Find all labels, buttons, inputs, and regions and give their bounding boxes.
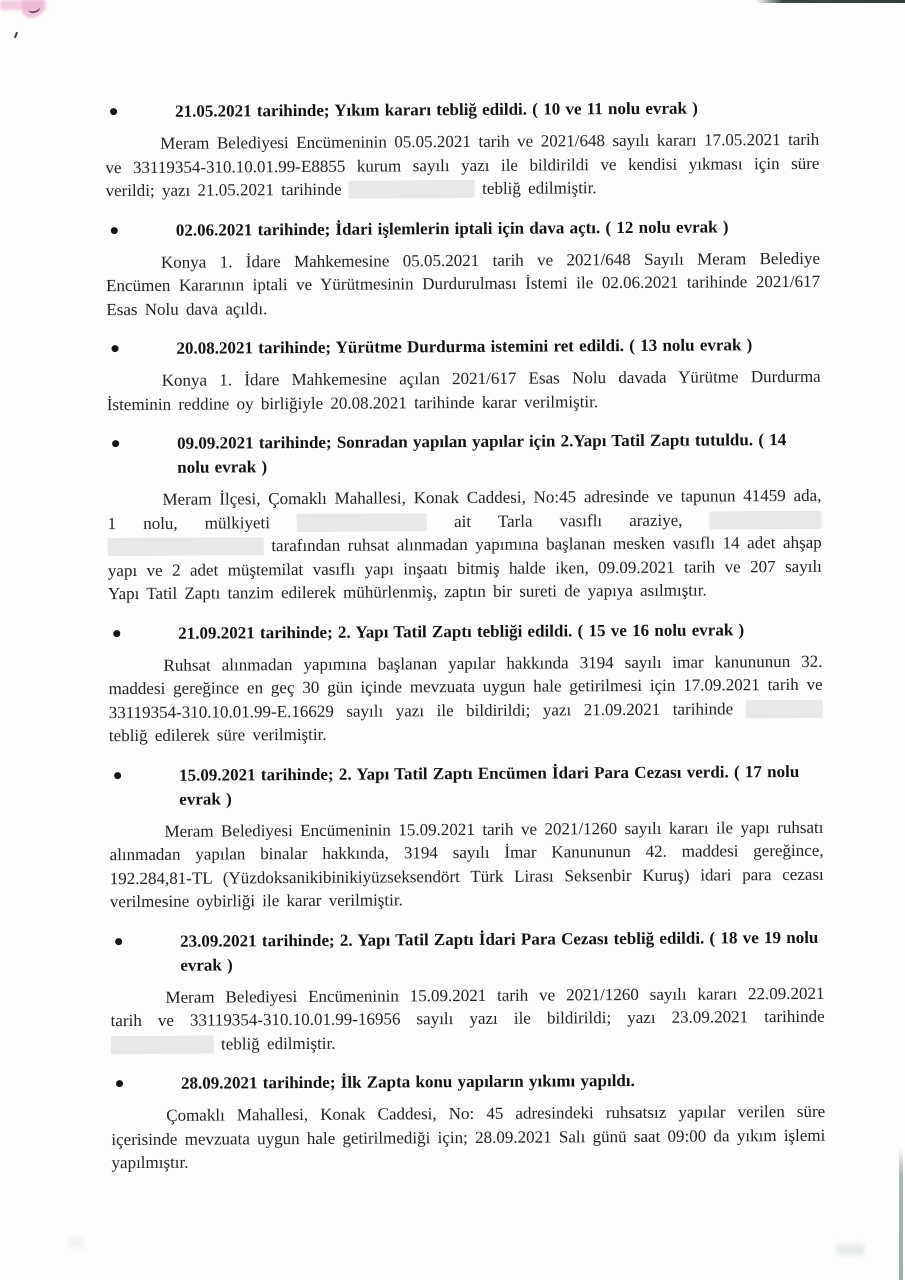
event-paragraph [111,1100,825,1175]
bullet-icon [113,630,120,637]
event-paragraph [109,815,824,913]
scan-artifact-bottom-left-smudge [70,1238,84,1248]
redaction-box [710,510,822,529]
redaction-box [297,513,427,532]
event-section-20-08-2021 [106,333,820,416]
document-body [105,96,826,1175]
paragraph-text: Meram İlçesi, Çomaklı Mahallesi, Konak Caddesi, No:45 adresinde ve tapunun 41459 ada, 1 nolu, mülkiyeti [107,485,822,533]
event-heading-row [108,617,822,645]
paragraph-text: Meram Belediyesi Encümeninin 15.09.2021 tarih ve 2021/1260 sayılı kararı ile yapı ruhsatı alınmadan yapılan binalar hakkında, 3194 sayılı İmar Kanununun 42. maddesi gereğince, 192.284,81-TL (Yüzdoksanikibinikiyüzseksendört Türk Lirası Seksenbir Kuruş) idari para cezası verilmesine oybirliği ile karar verilmiştir. [109,817,824,912]
event-section-09-09-2021 [107,428,822,606]
scan-artifact-pink-blob [22,0,44,18]
event-paragraph [107,484,822,606]
event-heading: 09.09.2021 tarihinde; Sonradan yapılan yapılar için 2.Yapı Tatil Zaptı tutuldu. ( 14 nolu evrak ) [177,430,787,477]
redaction-box [108,537,264,556]
bullet-icon [115,938,122,945]
event-paragraph [110,981,824,1056]
event-paragraph [105,128,819,203]
scan-artifact-pink-smudge [0,0,46,10]
event-heading-row [106,214,820,242]
bullet-icon [112,345,119,352]
event-paragraph [108,649,823,747]
bullet-icon [112,440,119,447]
paragraph-text: ait Tarla vasıflı araziye, [454,510,683,531]
event-heading: 20.08.2021 tarihinde; Yürütme Durdurma istemini ret edildi. ( 13 nolu evrak ) [176,335,753,358]
event-heading: 02.06.2021 tarihinde; İdari işlemlerin iptali için dava açtı. ( 12 nolu evrak ) [175,216,729,240]
event-heading: 28.09.2021 tarihinde; İlk Zapta konu yapıların yıkımı yapıldı. [180,1070,635,1093]
paragraph-text: tebliğ edilmiştir. [482,178,597,198]
redaction-box [111,1035,214,1054]
scan-artifact-bottom-right-smudge [836,1244,864,1255]
event-heading: 21.05.2021 tarihinde; Yıkım kararı tebliğ edildi. ( 10 ve 11 nolu evrak ) [175,98,698,121]
scan-artifact-right-edge-line [899,1148,903,1280]
paragraph-text: tebliğ edilmiştir. [220,1033,336,1053]
scan-artifact-ink-tick [14,32,18,38]
paragraph-text: Konya 1. İdare Mahkemesine 05.05.2021 tarih ve 2021/648 Sayılı Meram Belediye Encümen Kararının iptali ve Yürütmesinin Durdurulması İstemi ile 02.06.2021 tarihinde 2021/617 Esas Nolu dava açıldı. [106,248,821,319]
event-heading-row [107,428,821,480]
paragraph-text: Konya 1. İdare Mahkemesine açılan 2021/617 Esas Nolu davada Yürütme Durdurma İsteminin reddine oy birliğiyle 20.08.2021 tarihinde karar verilmiştir. [106,366,821,414]
paragraph-text: Ruhsat alınmadan yapımına başlanan yapılar hakkında 3194 sayılı imar kanununun 32. maddesi gereğince en geç 30 gün içinde mevzuata uygun hale getirilmesi için 17.09.2021 tarih ve 33119354-310.10.01.99-E.16629 sayılı yazı ile bildirildi; yazı 21.09.2021 tarihinde [108,651,823,722]
event-paragraph [106,246,820,321]
event-heading-row [110,925,824,977]
paragraph-text: Meram Belediyesi Encümeninin 05.05.2021 tarih ve 2021/648 sayılı kararı 17.05.2021 tarih ve 33119354-310.10.01.99-E8855 kurum sayılı yazı ile bildirildi ve kendisi yıkması için süre verildi; yazı 21.05.2021 tarihinde [105,129,820,201]
event-section-28-09-2021 [111,1068,826,1175]
scan-artifact-top-edge-line [756,0,905,3]
event-heading-row [111,1068,825,1096]
paragraph-text: tebliğ edilerek süre verilmiştir. [108,724,327,746]
bullet-icon [114,772,121,779]
event-section-15-09-2021 [109,759,824,913]
event-heading-row [105,96,819,124]
paragraph-text: Meram Belediyesi Encümeninin 15.09.2021 tarih ve 2021/1260 sayılı kararı 22.09.2021 tarih ve 33119354-310.10.01.99-16956 sayılı yazı ile bildirildi; yazı 23.09.2021 tarihinde [110,983,825,1031]
event-heading-row [109,759,823,811]
paragraph-text: Çomaklı Mahallesi, Konak Caddesi, No: 45 adresindeki ruhsatsız yapılar verilen süre içerisinde mevzuata uygun hale getirilmediği için; 28.09.2021 Salı günü saat 09:00 da yıkım işlemi yapılmıştır. [111,1101,826,1173]
event-heading: 23.09.2021 tarihinde; 2. Yapı Tatil Zaptı İdari Para Cezası tebliğ edildi. ( 18 ve 19 nolu evrak ) [180,927,819,975]
event-section-23-09-2021 [110,925,825,1056]
event-heading: 21.09.2021 tarihinde; 2. Yapı Tatil Zaptı tebliği edildi. ( 15 ve 16 nolu evrak ) [178,619,745,643]
bullet-icon [116,1080,123,1087]
event-section-21-09-2021 [108,617,823,747]
event-section-02-06-2021 [106,214,821,321]
event-section-21-05-2021 [105,96,820,203]
bullet-icon [110,108,117,115]
scan-artifact-ink-squiggle [27,3,41,14]
event-heading: 15.09.2021 tarihinde; 2. Yapı Tatil Zaptı Encümen İdari Para Cezası verdi. ( 17 nolu evrak ) [179,761,800,809]
bullet-icon [111,227,118,234]
event-heading-row [106,333,820,361]
redaction-box [349,180,475,199]
event-paragraph [107,365,821,416]
redaction-box [746,699,823,717]
paragraph-text: tarafından ruhsat alınmadan yapımına başlanan mesken vasıflı 14 adet ahşap yapı ve 2 adet müştemilat vasıflı yapı inşaatı bitmiş halde iken, 09.09.2021 tarih ve 207 sayılı Yapı Tatil Zaptı tanzim edilerek mühürlenmiş, zaptın bir sureti de yapıya asılmıştır. [107,532,822,604]
